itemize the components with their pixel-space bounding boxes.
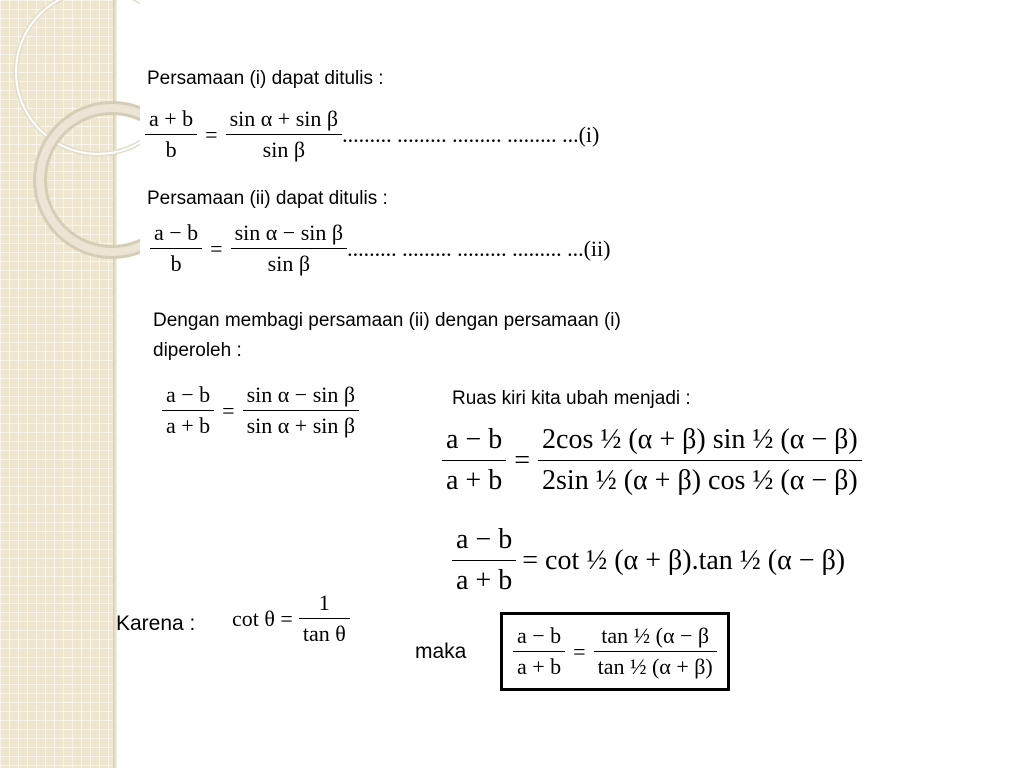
equals-sign: = bbox=[210, 235, 223, 261]
lhs-numerator: a − b bbox=[452, 520, 516, 561]
lhs-fraction bbox=[150, 218, 202, 279]
equation-cot-identity bbox=[232, 588, 350, 649]
equals-sign: = bbox=[573, 638, 586, 664]
equation-ii bbox=[150, 218, 610, 279]
lhs-fraction bbox=[513, 621, 565, 682]
equation-label-ii: ......... ......... ......... ......... ...(ii) bbox=[347, 235, 611, 261]
rhs-fraction bbox=[231, 218, 347, 279]
intro-eq2-text: Persamaan (ii) dapat ditulis : bbox=[147, 188, 388, 209]
rhs-fraction bbox=[594, 621, 717, 682]
lhs-numerator: a − b bbox=[513, 621, 565, 652]
rhs-fraction bbox=[299, 588, 350, 649]
lhs-fraction bbox=[452, 520, 516, 601]
maka-label: maka bbox=[415, 640, 467, 663]
rhs-denominator: sin α + sin β bbox=[246, 413, 356, 438]
lhs-fraction bbox=[442, 420, 506, 501]
equation-cot-tan bbox=[452, 520, 845, 601]
lhs-denominator: a + b bbox=[517, 654, 562, 679]
rhs-numerator: tan ½ (α − β bbox=[594, 621, 717, 652]
decorative-rings bbox=[0, 0, 140, 260]
karena-label: Karena : bbox=[116, 612, 196, 635]
lhs-numerator: a + b bbox=[145, 104, 197, 135]
rhs-denominator: 2sin ½ (α + β) cos ½ (α − β) bbox=[542, 465, 858, 496]
lhs-denominator: a + b bbox=[166, 413, 211, 438]
lhs-fraction bbox=[145, 104, 197, 165]
rhs-fraction bbox=[226, 104, 342, 165]
lhs-expression: cot θ = bbox=[232, 605, 293, 631]
lhs-denominator: a + b bbox=[456, 565, 513, 596]
divide-text-line1: Dengan membagi persamaan (ii) dengan persamaan (i) bbox=[153, 310, 621, 331]
equals-sign: = bbox=[222, 397, 235, 423]
rhs-denominator: sin β bbox=[267, 251, 311, 276]
equation-i bbox=[145, 104, 599, 165]
equals-sign: = bbox=[205, 121, 218, 147]
rhs-denominator: tan ½ (α + β) bbox=[597, 654, 713, 679]
equation-label-i: ......... ......... ......... ......... ...(i) bbox=[342, 121, 600, 147]
lhs-denominator: b bbox=[170, 251, 182, 276]
lhs-numerator: a − b bbox=[442, 420, 506, 461]
lhs-denominator: a + b bbox=[446, 465, 503, 496]
equation-sum-to-product bbox=[442, 420, 862, 501]
rhs-denominator: sin β bbox=[262, 137, 306, 162]
lhs-fraction bbox=[162, 380, 214, 441]
rhs-expression: = cot ½ (α + β).tan ½ (α − β) bbox=[522, 544, 846, 576]
result-box bbox=[500, 612, 730, 691]
rhs-numerator: sin α − sin β bbox=[243, 380, 359, 411]
rhs-numerator: 1 bbox=[299, 588, 350, 619]
divide-text-line2: diperoleh : bbox=[153, 340, 242, 361]
rhs-fraction bbox=[243, 380, 359, 441]
rhs-denominator: tan θ bbox=[302, 621, 346, 646]
lhs-denominator: b bbox=[165, 137, 177, 162]
equals-sign: = bbox=[514, 444, 531, 476]
equation-ratio bbox=[162, 380, 359, 441]
rhs-numerator: sin α − sin β bbox=[231, 218, 347, 249]
rhs-numerator: sin α + sin β bbox=[226, 104, 342, 135]
intro-eq1-text: Persamaan (i) dapat ditulis : bbox=[147, 68, 384, 89]
ruas-text: Ruas kiri kita ubah menjadi : bbox=[452, 388, 691, 409]
rhs-fraction bbox=[538, 420, 862, 501]
rhs-numerator: 2cos ½ (α + β) sin ½ (α − β) bbox=[538, 420, 862, 461]
lhs-numerator: a − b bbox=[150, 218, 202, 249]
lhs-numerator: a − b bbox=[162, 380, 214, 411]
